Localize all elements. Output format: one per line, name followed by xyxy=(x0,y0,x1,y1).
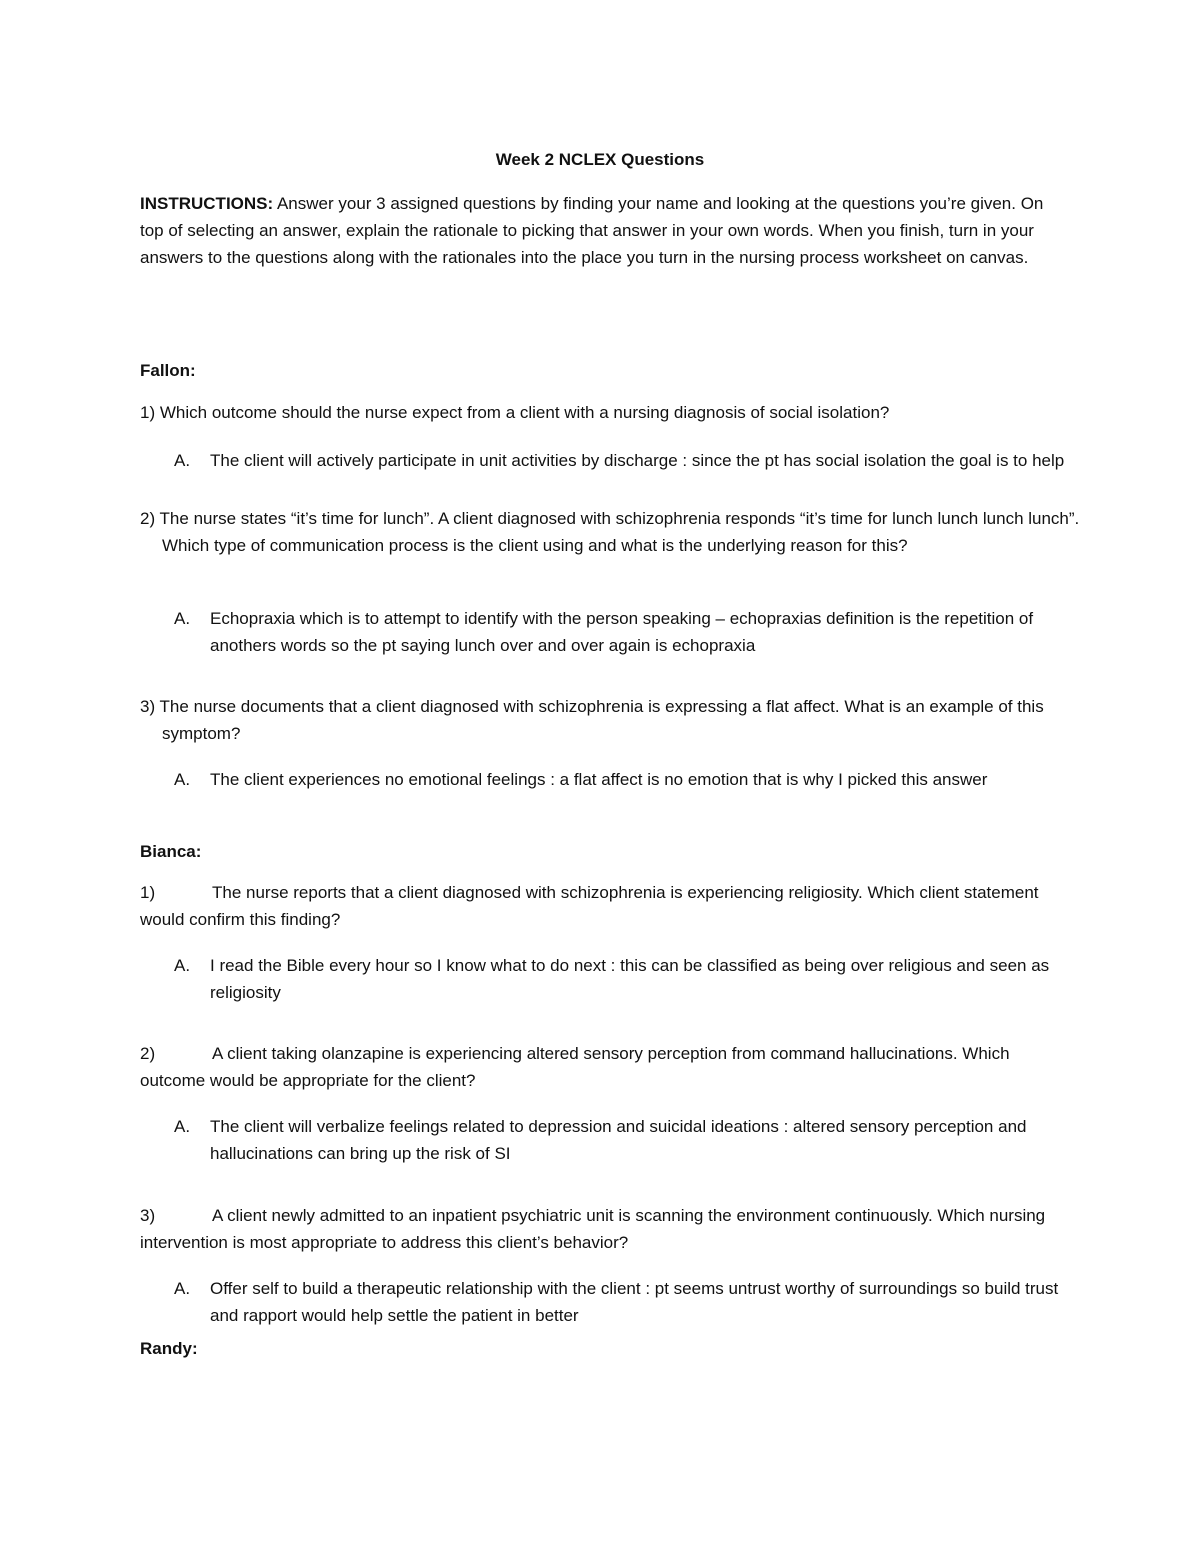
answer-letter: A. xyxy=(174,609,191,628)
section-heading-fallon: Fallon: xyxy=(140,361,196,380)
fallon-question-3 xyxy=(140,693,1082,747)
question-text: The nurse reports that a client diagnosed with schizophrenia is experiencing religiosity. Which client statement would confirm this finding? xyxy=(140,883,1039,929)
bianca-answer-1 xyxy=(174,952,1090,1006)
bianca-answer-3 xyxy=(174,1275,1090,1329)
answer-text: Offer self to build a therapeutic relationship with the client : pt seems untrust worthy of surroundings so build trust and rapport would help settle the patient in better xyxy=(210,1279,1059,1325)
fallon-question-2 xyxy=(140,505,1082,559)
answer-letter: A. xyxy=(174,956,191,975)
instructions-text: Answer your 3 assigned questions by finding your name and looking at the questions you’re given. On top of selecting an answer, explain the rationale to picking that answer in your own words. When you finish, turn in your answers to the questions along with the rationales into the place you turn in the nursing process worksheet on canvas. xyxy=(140,194,1044,267)
bianca-question-1 xyxy=(140,879,1060,933)
answer-letter: A. xyxy=(174,770,191,789)
fallon-answer-2 xyxy=(174,605,1090,659)
answer-text: I read the Bible every hour so I know what to do next : this can be classified as being over religious and seen as religiosity xyxy=(210,956,1050,1002)
answer-text: The client experiences no emotional feelings : a flat affect is no emotion that is why I picked this answer xyxy=(210,770,988,789)
bianca-question-3 xyxy=(140,1202,1060,1256)
fallon-question-1 xyxy=(140,399,1060,426)
question-text: A client taking olanzapine is experiencing altered sensory perception from command hallucinations. Which outcome would be appropriate for the client? xyxy=(140,1044,1010,1090)
answer-letter: A. xyxy=(174,451,191,470)
question-number: 3) xyxy=(140,1206,156,1225)
question-number: 2) xyxy=(140,509,156,528)
section-heading-randy: Randy: xyxy=(140,1339,198,1358)
answer-letter: A. xyxy=(174,1117,191,1136)
question-text: A client newly admitted to an inpatient psychiatric unit is scanning the environment continuously. Which nursing intervention is most appropriate to address this client’s behavior? xyxy=(140,1206,1046,1252)
question-text: The nurse documents that a client diagnosed with schizophrenia is expressing a flat affect. What is an example of this symptom? xyxy=(159,697,1044,743)
answer-text: The client will verbalize feelings related to depression and suicidal ideations : altered sensory perception and hallucinations can bring up the risk of SI xyxy=(210,1117,1027,1163)
bianca-question-2 xyxy=(140,1040,1060,1094)
question-text: Which outcome should the nurse expect from a client with a nursing diagnosis of social isolation? xyxy=(159,403,890,422)
question-text: The nurse states “it’s time for lunch”. A client diagnosed with schizophrenia responds “it’s time for lunch lunch lunch lunch”. Which type of communication process is the client using and what is the underlying reason for this? xyxy=(159,509,1080,555)
answer-text: The client will actively participate in unit activities by discharge : since the pt has social isolation the goal is to help xyxy=(210,451,1065,470)
instructions-label: INSTRUCTIONS: xyxy=(140,194,274,213)
answer-letter: A. xyxy=(174,1279,191,1298)
instructions-paragraph xyxy=(140,190,1060,271)
bianca-answer-2 xyxy=(174,1113,1090,1167)
question-number: 3) xyxy=(140,697,156,716)
fallon-answer-3 xyxy=(174,766,1090,793)
page-title: Week 2 NCLEX Questions xyxy=(495,150,705,169)
section-heading-bianca: Bianca: xyxy=(140,842,202,861)
question-number: 2) xyxy=(140,1044,156,1063)
answer-text: Echopraxia which is to attempt to identify with the person speaking – echopraxias definition is the repetition of anothers words so the pt saying lunch over and over again is echopraxia xyxy=(210,609,1034,655)
question-number: 1) xyxy=(140,403,156,422)
fallon-answer-1 xyxy=(174,447,1090,474)
question-number: 1) xyxy=(140,883,156,902)
